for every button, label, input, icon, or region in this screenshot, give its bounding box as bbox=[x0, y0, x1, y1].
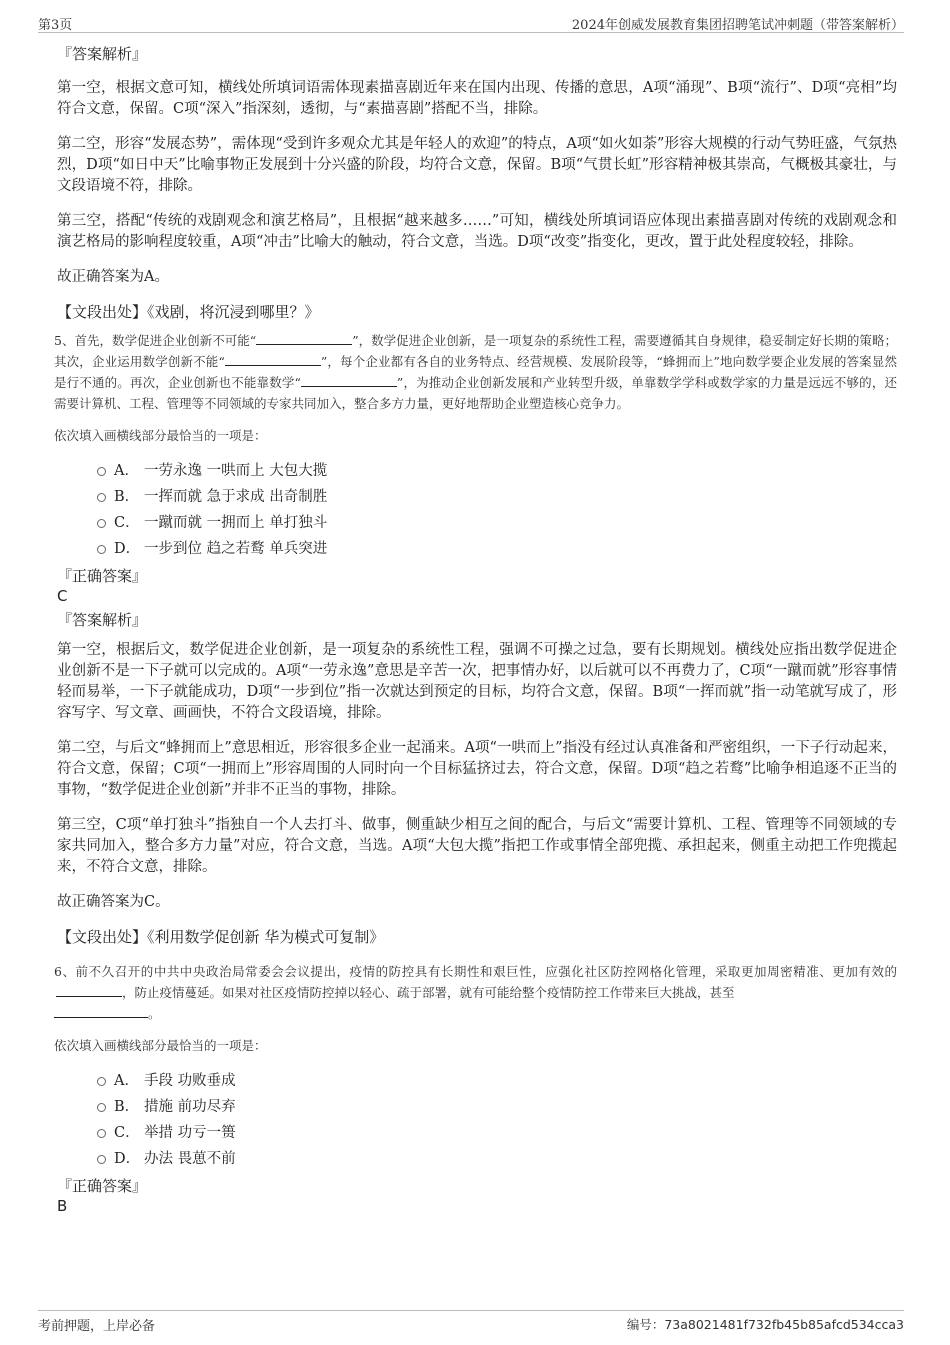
radio-button[interactable] bbox=[97, 467, 106, 476]
correct-answer-title: 『正确答案』 bbox=[57, 567, 148, 585]
fill-blank bbox=[256, 330, 352, 345]
document-title: 2024年创威发展教育集团招聘笔试冲刺题（带答案解析） bbox=[571, 18, 904, 33]
analysis-conclusion: 故正确答案为C。 bbox=[57, 894, 170, 910]
fill-blank bbox=[56, 982, 122, 997]
option-c[interactable]: C． 一蹴而就 一拥而上 单打独斗 bbox=[97, 510, 897, 536]
question-5-options bbox=[97, 458, 897, 562]
analysis-title: 『答案解析』 bbox=[57, 45, 148, 63]
source-citation: 【文段出处】《利用数学促创新 华为模式可复制》 bbox=[57, 928, 385, 946]
option-a[interactable]: A． 手段 功败垂成 bbox=[97, 1068, 897, 1094]
source-citation: 【文段出处】《戏剧，将沉浸到哪里？》 bbox=[57, 303, 320, 321]
page-header bbox=[38, 12, 904, 33]
question-6-options bbox=[97, 1068, 897, 1172]
page-number: 第3页 bbox=[38, 18, 73, 33]
radio-button[interactable] bbox=[97, 1103, 106, 1112]
fill-blank bbox=[301, 372, 397, 387]
radio-button[interactable] bbox=[97, 519, 106, 528]
analysis-title: 『答案解析』 bbox=[57, 611, 148, 629]
radio-button[interactable] bbox=[97, 1155, 106, 1164]
option-b[interactable]: B． 一挥而就 急于求成 出奇制胜 bbox=[97, 484, 897, 510]
correct-answer-title: 『正确答案』 bbox=[57, 1177, 148, 1195]
radio-button[interactable] bbox=[97, 1077, 106, 1086]
option-d[interactable]: D． 办法 畏葸不前 bbox=[97, 1146, 897, 1172]
analysis-conclusion: 故正确答案为A。 bbox=[57, 269, 169, 285]
fill-blank bbox=[225, 351, 321, 366]
document-code: 编号：73a8021481f732fb45b85afcd534cca3 bbox=[626, 1317, 904, 1332]
option-a[interactable]: A． 一劳永逸 一哄而上 大包大揽 bbox=[97, 458, 897, 484]
analysis-paragraph: 第三空，搭配“传统的戏剧观念和演艺格局”，且根据“越来越多……”可知，横线处所填词语应体现出素描喜剧对传统的戏剧观念和演艺格局的影响程度较重，A项“冲击”比喻大的触动，符合文意，当选。D项“改变”指变化，更改，置于此处程度较轻，排除。 bbox=[57, 213, 897, 250]
footer-slogan: 考前押题，上岸必备 bbox=[38, 1319, 156, 1334]
question-5-stem: 5、首先，数学促进企业创新不可能“ ”，数学促进企业创新，是一项复杂的系统性工程，需要遵循其自身规律，稳妥制定好长期的策略；其次，企业运用数学创新不能“ ”，每个企业都有各自的业务特点、经营规模、发展阶段等，“蜂拥而上”地向数学要企业发展的答案显然是行不通的。再次，企业创新也不能靠数学“ ”，为推动企业创新发展和产业转型升级，单靠数学学科或数学家的力量是远远不够的，还需要计算机、工程、管理等不同领域的专家共同加入，整合多方力量，更好地帮助企业塑造核心竞争力。 bbox=[54, 330, 897, 414]
option-b[interactable]: B． 措施 前功尽弃 bbox=[97, 1094, 897, 1120]
radio-button[interactable] bbox=[97, 545, 106, 554]
correct-answer: C bbox=[57, 587, 68, 605]
analysis-paragraph: 第三空，C项“单打独斗”指独自一个人去打斗、做事，侧重缺少相互之间的配合，与后文“需要计算机、工程、管理等不同领域的专家共同加入，整合多方力量”对应，符合文意，当选。A项“大包大揽”指把工作或事情全部兜揽、承担起来，侧重主动把工作兜揽起来，不符合文意，排除。 bbox=[57, 817, 897, 875]
option-c[interactable]: C． 举措 功亏一篑 bbox=[97, 1120, 897, 1146]
radio-button[interactable] bbox=[97, 493, 106, 502]
fill-blank bbox=[54, 1003, 148, 1018]
correct-answer: B bbox=[57, 1197, 68, 1215]
document-content bbox=[54, 44, 897, 1220]
radio-button[interactable] bbox=[97, 1129, 106, 1138]
analysis-paragraph: 第二空，形容“发展态势”，需体现“受到许多观众尤其是年轻人的欢迎”的特点，A项“如火如荼”形容大规模的行动气势旺盛，气氛热烈，D项“如日中天”比喻事物正发展到十分兴盛的阶段，均符合文意，保留。B项“气贯长虹”形容精神极其崇高，气概极其豪壮，与文段语境不符，排除。 bbox=[57, 136, 897, 194]
analysis-paragraph: 第一空，根据后文，数学促进企业创新，是一项复杂的系统性工程，强调不可操之过急，要有长期规划。横线处应指出数学促进企业创新不是一下子就可以完成的。A项“一劳永逸”意思是辛苦一次，把事情办好，以后就可以不再费力了，C项“一蹴而就”形容事情轻而易举，一下子就能成功，D项“一步到位”指一次就达到预定的目标，均符合文意，保留。B项“一挥而就”指一动笔就写成了，形容写字、写文章、画画快，不符合文段语境，排除。 bbox=[57, 642, 897, 721]
analysis-paragraph: 第二空，与后文“蜂拥而上”意思相近，形容很多企业一起涌来。A项“一哄而上”指没有经过认真准备和严密组织，一下子行动起来，符合文意，保留；C项“一拥而上”形容周围的人同时向一个目标猛挤过去，符合文意，保留。D项“趋之若鹜”比喻争相追逐不正当的事物，“数学促进企业创新”并非不正当的事物，排除。 bbox=[57, 740, 897, 798]
option-d[interactable]: D． 一步到位 趋之若鹜 单兵突进 bbox=[97, 536, 897, 562]
question-prompt: 依次填入画横线部分最恰当的一项是： bbox=[54, 428, 267, 443]
page-footer bbox=[38, 1310, 904, 1335]
question-prompt: 依次填入画横线部分最恰当的一项是： bbox=[54, 1038, 267, 1053]
question-6-stem: 6、前不久召开的中共中央政治局常委会会议提出，疫情的防控具有长期性和艰巨性，应强化社区防控网格化管理，采取更加周密精准、更加有效的，防止疫情蔓延。如果对社区疫情防控掉以轻心、疏于部署，就有可能给整个疫情防控工作带来巨大挑战，甚至 。 bbox=[54, 964, 897, 1021]
analysis-paragraph: 第一空，根据文意可知，横线处所填词语需体现素描喜剧近年来在国内出现、传播的意思，A项“涌现”、B项“流行”、D项“亮相”均符合文意，保留。C项“深入”指深刻，透彻，与“素描喜剧”搭配不当，排除。 bbox=[57, 80, 897, 117]
